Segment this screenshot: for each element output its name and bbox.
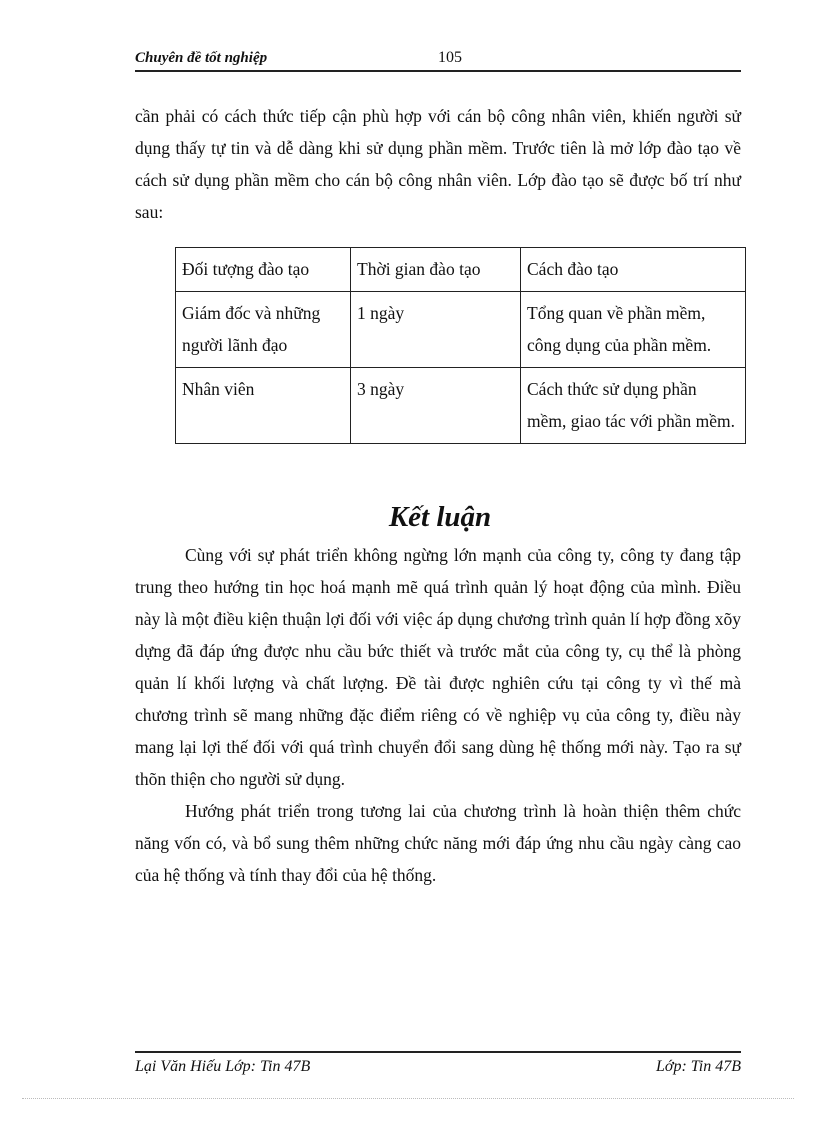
table-cell: Giám đốc và những người lãnh đạo <box>176 292 351 368</box>
page-header <box>135 48 741 72</box>
table-cell: Cách thức sử dụng phần mềm, giao tác với phần mềm. <box>521 368 746 444</box>
table-cell: Nhân viên <box>176 368 351 444</box>
table-cell: 3 ngày <box>351 368 521 444</box>
table-header-row <box>176 248 746 292</box>
page-footer <box>135 1051 741 1079</box>
page-content <box>135 100 741 891</box>
conclusion-paragraph: Cùng với sự phát triển không ngừng lớn mạnh của công ty, công ty đang tập trung theo hướng tin học hoá mạnh mẽ quá trình quản lý hoạt động của mình. Điều này là một điều kiện thuận lợi đối với việc áp dụng chương trình quản lí hợp đồng xõy dựng đã đáp ứng được nhu cầu bức thiết và trước mắt của công ty, cụ thể là phòng quản lí khối lượng và chất lượng. Đề tài được nghiên cứu tại công ty vì thế mà chương trình sẽ mang những đặc điểm riêng có về nghiệp vụ của công ty, điều này mang lại lợi thế đối với quá trình chuyển đổi sang dùng hệ thống mới này. Tạo ra sự thõn thiện cho người sử dụng. <box>135 545 741 789</box>
header-title: Chuyên đề tốt nghiệp <box>135 50 268 66</box>
footer-class: Lớp: Tin 47B <box>656 1058 741 1075</box>
conclusion-heading: Kết luận <box>388 501 492 533</box>
table-cell: Tổng quan về phần mềm, công dụng của phần mềm. <box>521 292 746 368</box>
table-header-cell: Đối tượng đào tạo <box>176 248 351 292</box>
page-edge-divider <box>22 1098 794 1099</box>
conclusion-paragraph: Hướng phát triển trong tương lai của chương trình là hoàn thiện thêm chức năng vốn có, và bổ sung thêm những chức năng mới đáp ứng nhu cầu ngày càng cao của hệ thống và tính thay đổi của hệ thống. <box>135 801 741 885</box>
training-table <box>175 247 746 444</box>
table-row <box>176 368 746 444</box>
intro-paragraph: cần phải có cách thức tiếp cận phù hợp với cán bộ công nhân viên, khiến người sử dụng thấy tự tin và dễ dàng khi sử dụng phần mềm. Trước tiên là mở lớp đào tạo về cách sử dụng phần mềm cho cán bộ công nhân viên. Lớp đào tạo sẽ được bố trí như sau: <box>135 106 741 222</box>
table-header-cell: Cách đào tạo <box>521 248 746 292</box>
page-number: 105 <box>438 49 462 66</box>
table-header-cell: Thời gian đào tạo <box>351 248 521 292</box>
table-cell: 1 ngày <box>351 292 521 368</box>
footer-author: Lại Văn Hiếu Lớp: Tin 47B <box>135 1058 311 1075</box>
table-row <box>176 292 746 368</box>
